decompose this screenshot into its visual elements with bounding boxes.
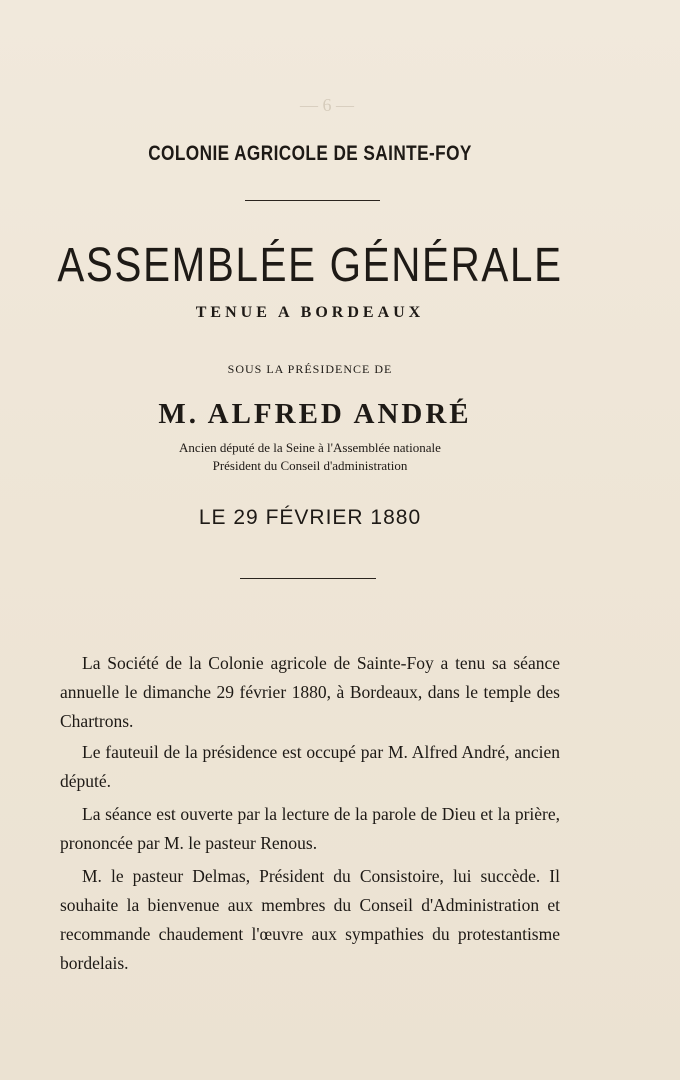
presidence-label: SOUS LA PRÉSIDENCE DE bbox=[227, 362, 393, 376]
divider-bottom bbox=[240, 578, 376, 579]
main-title: ASSEMBLÉE GÉNÉRALE bbox=[57, 239, 563, 292]
subtitle: TENUE A BORDEAUX bbox=[195, 304, 425, 321]
president-role-2: Président du Conseil d'administration bbox=[212, 458, 408, 473]
paragraph-3: La séance est ouverte par la lecture de la parole de Dieu et la prière, prononcée par M. le pasteur Renous. bbox=[60, 804, 560, 853]
bleed-through-page-number: — 6 — bbox=[300, 95, 354, 115]
meeting-date: LE 29 FÉVRIER 1880 bbox=[198, 506, 422, 529]
president-role-1: Ancien député de la Seine à l'Assemblée nationale bbox=[179, 440, 441, 455]
president-name: M. ALFRED ANDRÉ bbox=[158, 398, 472, 430]
paragraph-2: Le fauteuil de la présidence est occupé par M. Alfred André, ancien député. bbox=[60, 742, 560, 791]
colony-title: COLONIE AGRICOLE DE SAINTE-FOY bbox=[148, 142, 472, 165]
paragraph-4: M. le pasteur Delmas, Président du Consistoire, lui succède. Il souhaite la bienvenue aux membres du Conseil d'Administration et recommande chaudement l'œuvre aux sympathies du protestantisme bordelais. bbox=[60, 866, 560, 973]
divider-top bbox=[245, 200, 380, 201]
paragraph-1: La Société de la Colonie agricole de Sainte-Foy a tenu sa séance annuelle le dimanche 29 février 1880, à Bordeaux, dans le temple des Chartrons. bbox=[60, 653, 560, 731]
